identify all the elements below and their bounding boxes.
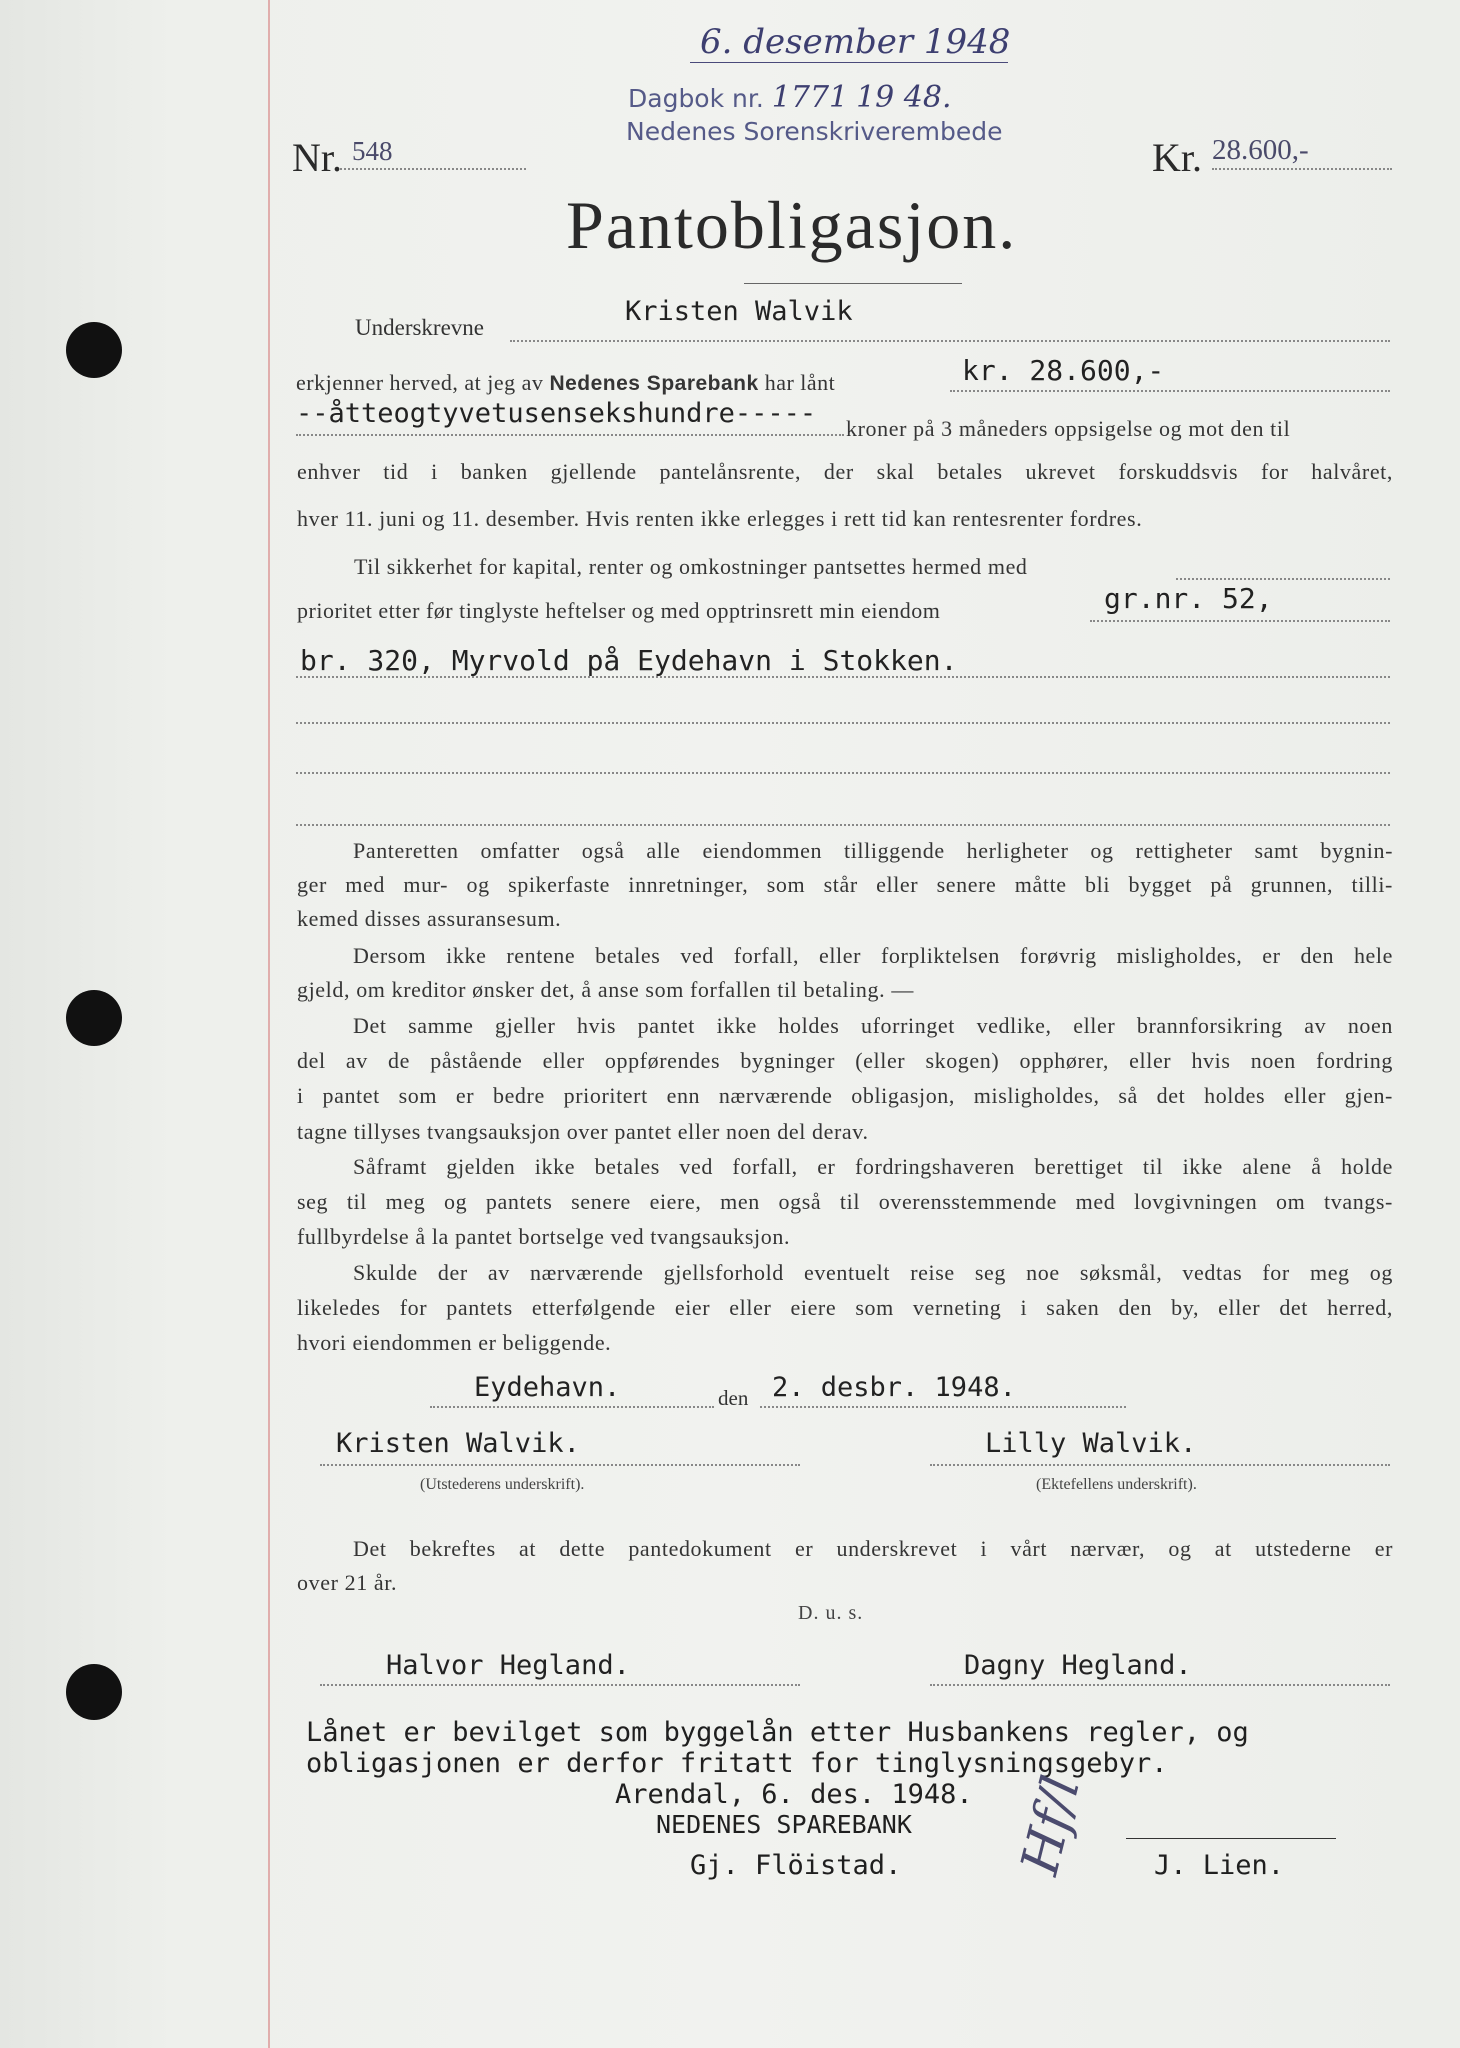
signing-date: 2. desbr. 1948. bbox=[772, 1372, 1016, 1403]
dagbok-year: 19 48. bbox=[856, 80, 952, 115]
witness-2-dots bbox=[930, 1684, 1390, 1686]
endorsement-signer-1: Gj. Flöistad. bbox=[690, 1850, 902, 1881]
handwritten-initials: Hf/l bbox=[1010, 1770, 1093, 1881]
amount-numeric: kr. 28.600,- bbox=[962, 354, 1165, 387]
clause-line: kemed disses assuransesum. bbox=[297, 906, 562, 931]
clause-line: Skulde der av nærværende gjellsforhold eventuelt reise seg noe søksmål, vedtas for meg og bbox=[353, 1260, 1393, 1285]
signing-den-label: den bbox=[718, 1386, 749, 1410]
property-dots bbox=[296, 676, 1390, 678]
endorsement-bank: NEDENES SPAREBANK bbox=[656, 1810, 912, 1839]
security-line-1: Til sikkerhet for kapital, renter og omkostninger pantsettes hermed med bbox=[354, 554, 1028, 579]
endorsement-line-1: Lånet er bevilget som byggelån etter Husbankens regler, og bbox=[306, 1717, 1249, 1748]
acknowledges-label: erkjenner herved, at jeg av bbox=[296, 370, 544, 395]
clause-line: fullbyrdelse å la pantet bortselge ved tvangsauksjon. bbox=[297, 1224, 791, 1249]
clause-line: i pantet som er bedre prioritert enn nærværende obligasjon, misligholdes, så det holdes eller gjen- bbox=[297, 1083, 1393, 1108]
nr-label: Nr. bbox=[292, 135, 342, 180]
kr-dots bbox=[1212, 168, 1392, 170]
spouse-signature: Lilly Walvik. bbox=[985, 1428, 1197, 1459]
dagbok-label: Dagbok nr. bbox=[628, 84, 764, 113]
terms-line-2: enhver tid i banken gjellende pantelånsrente, der skal betales ukrevet forskuddsvis for halvåret, bbox=[297, 459, 1393, 484]
spouse-caption: (Ektefellens underskrift). bbox=[1036, 1476, 1197, 1493]
kr-label: Kr. bbox=[1152, 135, 1202, 180]
security-line-2: prioritet etter før tinglyste heftelser og med opptrinsrett min eiendom bbox=[297, 598, 941, 623]
acknowledges-text bbox=[296, 370, 835, 396]
clause-line: ger med mur- og spikerfaste innretninger, som står eller senere måtte bli bygget på grunnen, tilli- bbox=[297, 872, 1393, 897]
witness-1-dots bbox=[320, 1684, 800, 1686]
endorsement-line-3: Arendal, 6. des. 1948. bbox=[615, 1779, 973, 1810]
signing-place-dots bbox=[430, 1406, 714, 1408]
amount-words-dots bbox=[296, 434, 844, 436]
undersigned-label: Underskrevne bbox=[355, 315, 485, 340]
clause-line: del av de påstående eller oppførendes bygninger (eller skogen) opphører, eller hvis noen fordring bbox=[297, 1048, 1393, 1073]
punch-hole-bottom bbox=[66, 1664, 122, 1720]
handwritten-date-underline bbox=[690, 62, 1008, 63]
spouse-signature-dots bbox=[930, 1464, 1390, 1466]
amount-words: --åtteogtyvetusensekshundre----- bbox=[296, 398, 817, 429]
punch-hole-middle bbox=[66, 990, 122, 1046]
issuer-caption: (Utstederens underskrift). bbox=[420, 1476, 585, 1493]
property-part-2: br. 320, Myrvold på Eydehavn i Stokken. bbox=[300, 644, 958, 677]
borrowed-label: har lånt bbox=[764, 370, 836, 395]
issuer-signature: Kristen Walvik. bbox=[336, 1428, 580, 1459]
witness-line-2: over 21 år. bbox=[297, 1570, 398, 1595]
blank-line-1 bbox=[296, 722, 1390, 724]
punch-hole-top bbox=[66, 322, 122, 378]
nr-value: 548 bbox=[352, 136, 393, 166]
clause-line: Panteretten omfatter også alle eiendommen tilliggende herligheter og rettigheter samt bygnin- bbox=[353, 838, 1393, 863]
undersigned-name: Kristen Walvik bbox=[625, 296, 853, 327]
handwritten-date: 6. desember 1948 bbox=[700, 22, 1011, 62]
witness-dus: D. u. s. bbox=[798, 1602, 864, 1624]
kr-value: 28.600,- bbox=[1212, 134, 1309, 166]
document-title: Pantobligasjon. bbox=[566, 187, 1018, 263]
clause-line: seg til meg og pantets senere eiere, men også til overensstemmende med lovgivningen om tvangs- bbox=[297, 1189, 1393, 1214]
security-dots-1 bbox=[1176, 578, 1390, 580]
title-underline bbox=[744, 283, 962, 284]
signing-place: Eydehavn. bbox=[474, 1372, 621, 1403]
margin-rule bbox=[268, 0, 270, 2048]
terms-line-1: kroner på 3 måneders oppsigelse og mot den til bbox=[846, 416, 1291, 441]
clause-line: tagne tillyses tvangsauksjon over pantet eller noen del derav. bbox=[297, 1119, 869, 1144]
issuer-signature-dots bbox=[320, 1464, 800, 1466]
dagbok-stamp bbox=[628, 80, 952, 115]
clause-line: likeledes for pantets etterfølgende eier eller eiere som verneting i saken den by, eller det herred, bbox=[297, 1295, 1393, 1320]
security-dots-2 bbox=[1090, 620, 1390, 622]
clause-line: Dersom ikke rentene betales ved forfall, eller forpliktelsen forøvrig misligholdes, er den hele bbox=[353, 943, 1393, 968]
office-stamp: Nedenes Sorenskriverembede bbox=[626, 117, 1003, 146]
clause-line: Såframt gjelden ikke betales ved forfall, er fordringshaveren berettiget til ikke alene å holde bbox=[353, 1154, 1393, 1179]
blank-line-3 bbox=[296, 824, 1390, 826]
clause-line: hvori eiendommen er beliggende. bbox=[297, 1330, 612, 1355]
signing-date-dots bbox=[760, 1406, 1126, 1408]
property-part-1: gr.nr. 52, bbox=[1104, 582, 1273, 615]
blank-line-2 bbox=[296, 772, 1390, 774]
dagbok-number: 1771 bbox=[771, 80, 849, 115]
bank-name: Nedenes Sparebank bbox=[549, 372, 759, 395]
clause-line: Det samme gjeller hvis pantet ikke holdes uforringet vedlike, eller brannforsikring av noen bbox=[353, 1013, 1393, 1038]
clause-line: gjeld, om kreditor ønsker det, å anse som forfallen til betaling. — bbox=[297, 977, 914, 1002]
witness-line-1: Det bekreftes at dette pantedokument er underskrevet i vårt nærvær, og at utstederne er bbox=[353, 1536, 1393, 1561]
witness-2-signature: Dagny Hegland. bbox=[964, 1650, 1192, 1681]
undersigned-dots bbox=[510, 340, 1390, 342]
endorsement-line-2: obligasjonen er derfor fritatt for tinglysningsgebyr. bbox=[306, 1748, 1168, 1779]
terms-line-3: hver 11. juni og 11. desember. Hvis renten ikke erlegges i rett tid kan rentesrenter fordres. bbox=[297, 506, 1143, 531]
witness-1-signature: Halvor Hegland. bbox=[386, 1650, 630, 1681]
amount-numeric-dots bbox=[950, 390, 1390, 392]
endorsement-signature-line bbox=[1126, 1838, 1336, 1839]
endorsement-signer-2: J. Lien. bbox=[1154, 1850, 1285, 1881]
nr-dots bbox=[340, 168, 526, 170]
